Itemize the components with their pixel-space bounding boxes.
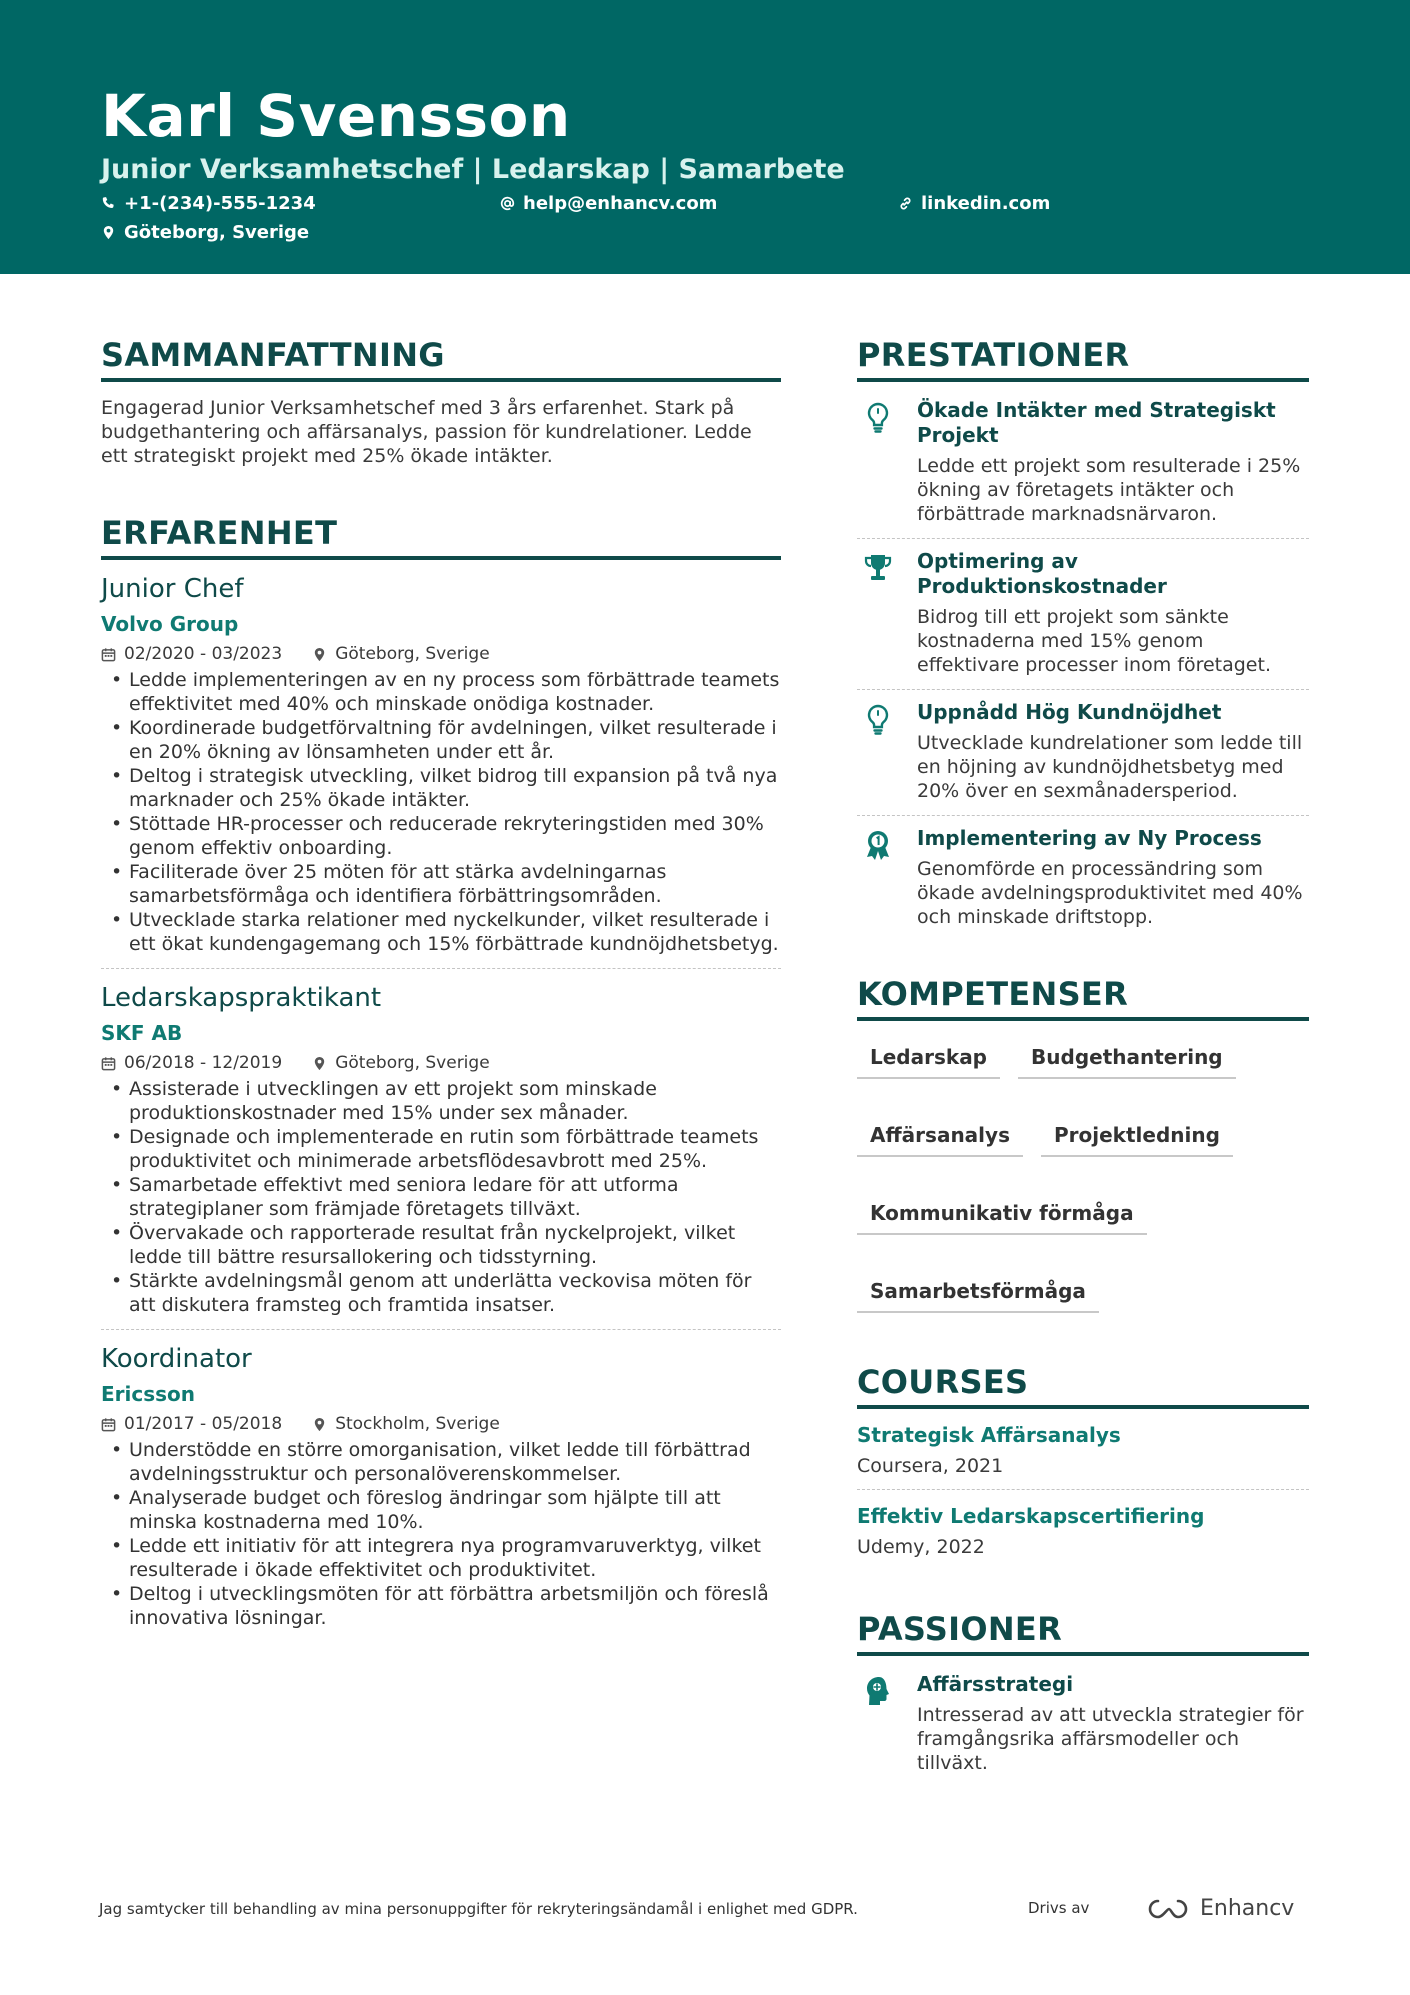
job-bullet: • Deltog i utvecklingsmöten för att förbättra arbetsmiljön och föreslå innovativa lösningar. [101, 1582, 781, 1630]
item-description: Ledde ett projekt som resulterade i 25% ökning av företagets intäkter och förbättrade marknadsnärvaron. [917, 455, 1301, 525]
job-dates-text: 02/2020 - 03/2023 [124, 644, 283, 664]
enhancv-logo-icon [1146, 1897, 1192, 1921]
job-location-text: Stockholm, Sverige [335, 1414, 500, 1434]
company-name[interactable]: Ericsson [101, 1382, 196, 1406]
left-column [101, 336, 781, 1642]
job-bullets [101, 668, 781, 956]
job-dates-text: 06/2018 - 12/2019 [124, 1053, 283, 1073]
gdpr-consent: Jag samtycker till behandling av mina personuppgifter för rekryteringsändamål i enlighet med GDPR. [99, 1900, 858, 1918]
courses-list [857, 1409, 1309, 1570]
skill-tag: Affärsanalys [857, 1119, 1023, 1157]
item-body [917, 398, 1309, 526]
course-item [857, 1490, 1309, 1570]
trophy-icon [857, 549, 899, 677]
calendar-icon [101, 1417, 116, 1432]
contact-email[interactable] [500, 193, 717, 214]
skill-tag: Ledarskap [857, 1041, 1000, 1079]
course-provider: Udemy, 2022 [857, 1536, 985, 1558]
job-dates-text: 01/2017 - 05/2018 [124, 1414, 283, 1434]
job-entry [101, 560, 781, 969]
item-title: Uppnådd Hög Kundnöjdhet [917, 700, 1222, 724]
job-meta [101, 1053, 781, 1073]
item-title: Affärsstrategi [917, 1672, 1074, 1696]
achievements-list [857, 388, 1309, 941]
achievements-heading: PRESTATIONER [857, 336, 1309, 382]
calendar-icon [101, 647, 116, 662]
location-pin-icon [312, 647, 327, 662]
item-title: Optimering av Produktionskostnader [917, 549, 1167, 598]
achievements-section [857, 336, 1309, 941]
skill-tag: Projektledning [1041, 1119, 1233, 1157]
award-ribbon-icon [857, 826, 899, 929]
contact-location-text: Göteborg, Sverige [124, 222, 310, 243]
contact-phone[interactable] [101, 193, 316, 214]
job-bullet: • Stöttade HR-processer och reducerade rekryteringstiden med 30% genom effektiv onboarding. [101, 812, 781, 860]
job-entry [101, 969, 781, 1330]
job-bullet: • Deltog i strategisk utveckling, vilket bidrog till expansion på två nya marknader och 25% ökade intäkter. [101, 764, 781, 812]
job-bullets [101, 1438, 781, 1630]
item-body [917, 700, 1309, 803]
experience-list [101, 560, 781, 1642]
skills-list [857, 1041, 1309, 1313]
job-bullet: • Understödde en större omorganisation, vilket ledde till förbättrad avdelningsstruktur och personalöverenskommelser. [101, 1438, 781, 1486]
passions-section [857, 1610, 1309, 1787]
passions-heading: PASSIONER [857, 1610, 1309, 1656]
contact-location [101, 222, 309, 243]
skills-section [857, 975, 1309, 1313]
enhancv-logo-text: Enhancv [1200, 1896, 1295, 1921]
item-title: Implementering av Ny Process [917, 826, 1262, 850]
job-bullet: • Övervakade och rapporterade resultat från nyckelprojekt, vilket ledde till bättre resursallokering och tidsstyrning. [101, 1221, 781, 1269]
experience-section [101, 514, 781, 1642]
calendar-icon [101, 1056, 116, 1071]
job-title: Ledarskapspraktikant [101, 983, 382, 1013]
achievement-item [857, 816, 1309, 941]
passions-list [857, 1662, 1309, 1787]
lightbulb-icon [857, 398, 899, 526]
course-item [857, 1409, 1309, 1490]
candidate-headline: Junior Verksamhetschef | Ledarskap | Samarbete [101, 154, 845, 185]
job-dates [101, 1053, 282, 1073]
course-title[interactable]: Effektiv Ledarskapscertifiering [857, 1504, 1205, 1528]
job-meta [101, 644, 781, 664]
location-pin-icon [312, 1056, 327, 1071]
location-pin-icon [101, 225, 116, 240]
contact-phone-text: +1-(234)-555-1234 [124, 193, 316, 214]
item-body [917, 826, 1309, 929]
skills-heading: KOMPETENSER [857, 975, 1309, 1021]
item-body [917, 549, 1309, 677]
location-pin-icon [312, 1417, 327, 1432]
achievement-item [857, 388, 1309, 539]
powered-by-label: Drivs av [1028, 1899, 1090, 1917]
summary-section [101, 336, 781, 468]
job-bullet: • Faciliterade över 25 möten för att stärka avdelningarnas samarbetsförmåga och identifiera förbättringsområden. [101, 860, 781, 908]
courses-section [857, 1363, 1309, 1570]
job-bullet: • Assisterade i utvecklingen av ett projekt som minskade produktionskostnader med 15% under sex månader. [101, 1077, 781, 1125]
job-location [312, 1414, 500, 1434]
job-meta [101, 1414, 781, 1434]
item-description: Intresserad av att utveckla strategier för framgångsrika affärsmodeller och tillväxt. [917, 1704, 1304, 1774]
skill-tag: Kommunikativ förmåga [857, 1197, 1147, 1235]
contact-email-text: help@enhancv.com [523, 193, 718, 214]
company-name[interactable]: Volvo Group [101, 612, 239, 636]
item-description: Utvecklade kundrelationer som ledde till en höjning av kundnöjdhetsbetyg med 20% över en sexmånadersperiod. [917, 732, 1303, 802]
phone-icon [101, 196, 116, 211]
item-body [917, 1672, 1309, 1775]
job-bullet: • Koordinerade budgetförvaltning för avdelningen, vilket resulterade i en 20% ökning av lönsamheten under ett år. [101, 716, 781, 764]
skill-tag: Samarbetsförmåga [857, 1275, 1099, 1313]
item-description: Genomförde en processändring som ökade avdelningsproduktivitet med 40% och minskade driftstopp. [917, 858, 1303, 928]
job-location-text: Göteborg, Sverige [335, 1053, 490, 1073]
job-location [312, 644, 489, 664]
contact-linkedin[interactable] [898, 193, 1050, 214]
achievement-item [857, 690, 1309, 816]
job-bullet: • Analyserade budget och föreslog ändringar som hjälpte till att minska kostnaderna med 10%. [101, 1486, 781, 1534]
passion-item [857, 1662, 1309, 1787]
job-dates [101, 644, 282, 664]
job-title: Koordinator [101, 1344, 252, 1374]
job-bullet: • Utvecklade starka relationer med nyckelkunder, vilket resulterade i ett ökat kundengagemang och 15% förbättrade kundnöjdhetsbetyg. [101, 908, 781, 956]
company-name[interactable]: SKF AB [101, 1021, 183, 1045]
achievement-item [857, 539, 1309, 690]
lightbulb-icon [857, 700, 899, 803]
job-location [312, 1053, 489, 1073]
job-location-text: Göteborg, Sverige [335, 644, 490, 664]
job-bullet: • Samarbetade effektivt med seniora ledare för att utforma strategiplaner som främjade företagets tillväxt. [101, 1173, 781, 1221]
contact-linkedin-text: linkedin.com [921, 193, 1051, 214]
head-strategy-icon [857, 1672, 899, 1775]
job-title: Junior Chef [101, 574, 244, 604]
summary-text: Engagerad Junior Verksamhetschef med 3 års erfarenhet. Stark på budgethantering och affärsanalys, passion för kundrelationer. Ledde ett strategiskt projekt med 25% ökade intäkter. [101, 397, 752, 467]
job-dates [101, 1414, 282, 1434]
right-column [857, 336, 1309, 1787]
course-title[interactable]: Strategisk Affärsanalys [857, 1423, 1121, 1447]
resume-header [0, 0, 1410, 274]
candidate-name: Karl Svensson [101, 82, 571, 150]
experience-heading: ERFARENHET [101, 514, 781, 560]
summary-heading: SAMMANFATTNING [101, 336, 781, 382]
item-title: Ökade Intäkter med Strategiskt Projekt [917, 398, 1276, 447]
courses-heading: COURSES [857, 1363, 1309, 1409]
job-bullet: • Ledde implementeringen av en ny process som förbättrade teamets effektivitet med 40% och minskade onödiga kostnader. [101, 668, 781, 716]
job-bullets [101, 1077, 781, 1317]
enhancv-logo[interactable] [1146, 1896, 1294, 1921]
job-bullet: • Ledde ett initiativ för att integrera nya programvaruverktyg, vilket resulterade i ökade effektivitet och produktivitet. [101, 1534, 781, 1582]
job-bullet: • Designade och implementerade en rutin som förbättrade teamets produktivitet och minimerade arbetsflödesavbrott med 25%. [101, 1125, 781, 1173]
job-entry [101, 1330, 781, 1642]
link-icon [898, 196, 913, 211]
course-provider: Coursera, 2021 [857, 1455, 1004, 1477]
job-bullet: • Stärkte avdelningsmål genom att underlätta veckovisa möten för att diskutera framsteg och framtida insatser. [101, 1269, 781, 1317]
at-icon [500, 196, 515, 211]
skill-tag: Budgethantering [1018, 1041, 1236, 1079]
item-description: Bidrog till ett projekt som sänkte kostnaderna med 15% genom effektivare processer inom företaget. [917, 606, 1271, 676]
